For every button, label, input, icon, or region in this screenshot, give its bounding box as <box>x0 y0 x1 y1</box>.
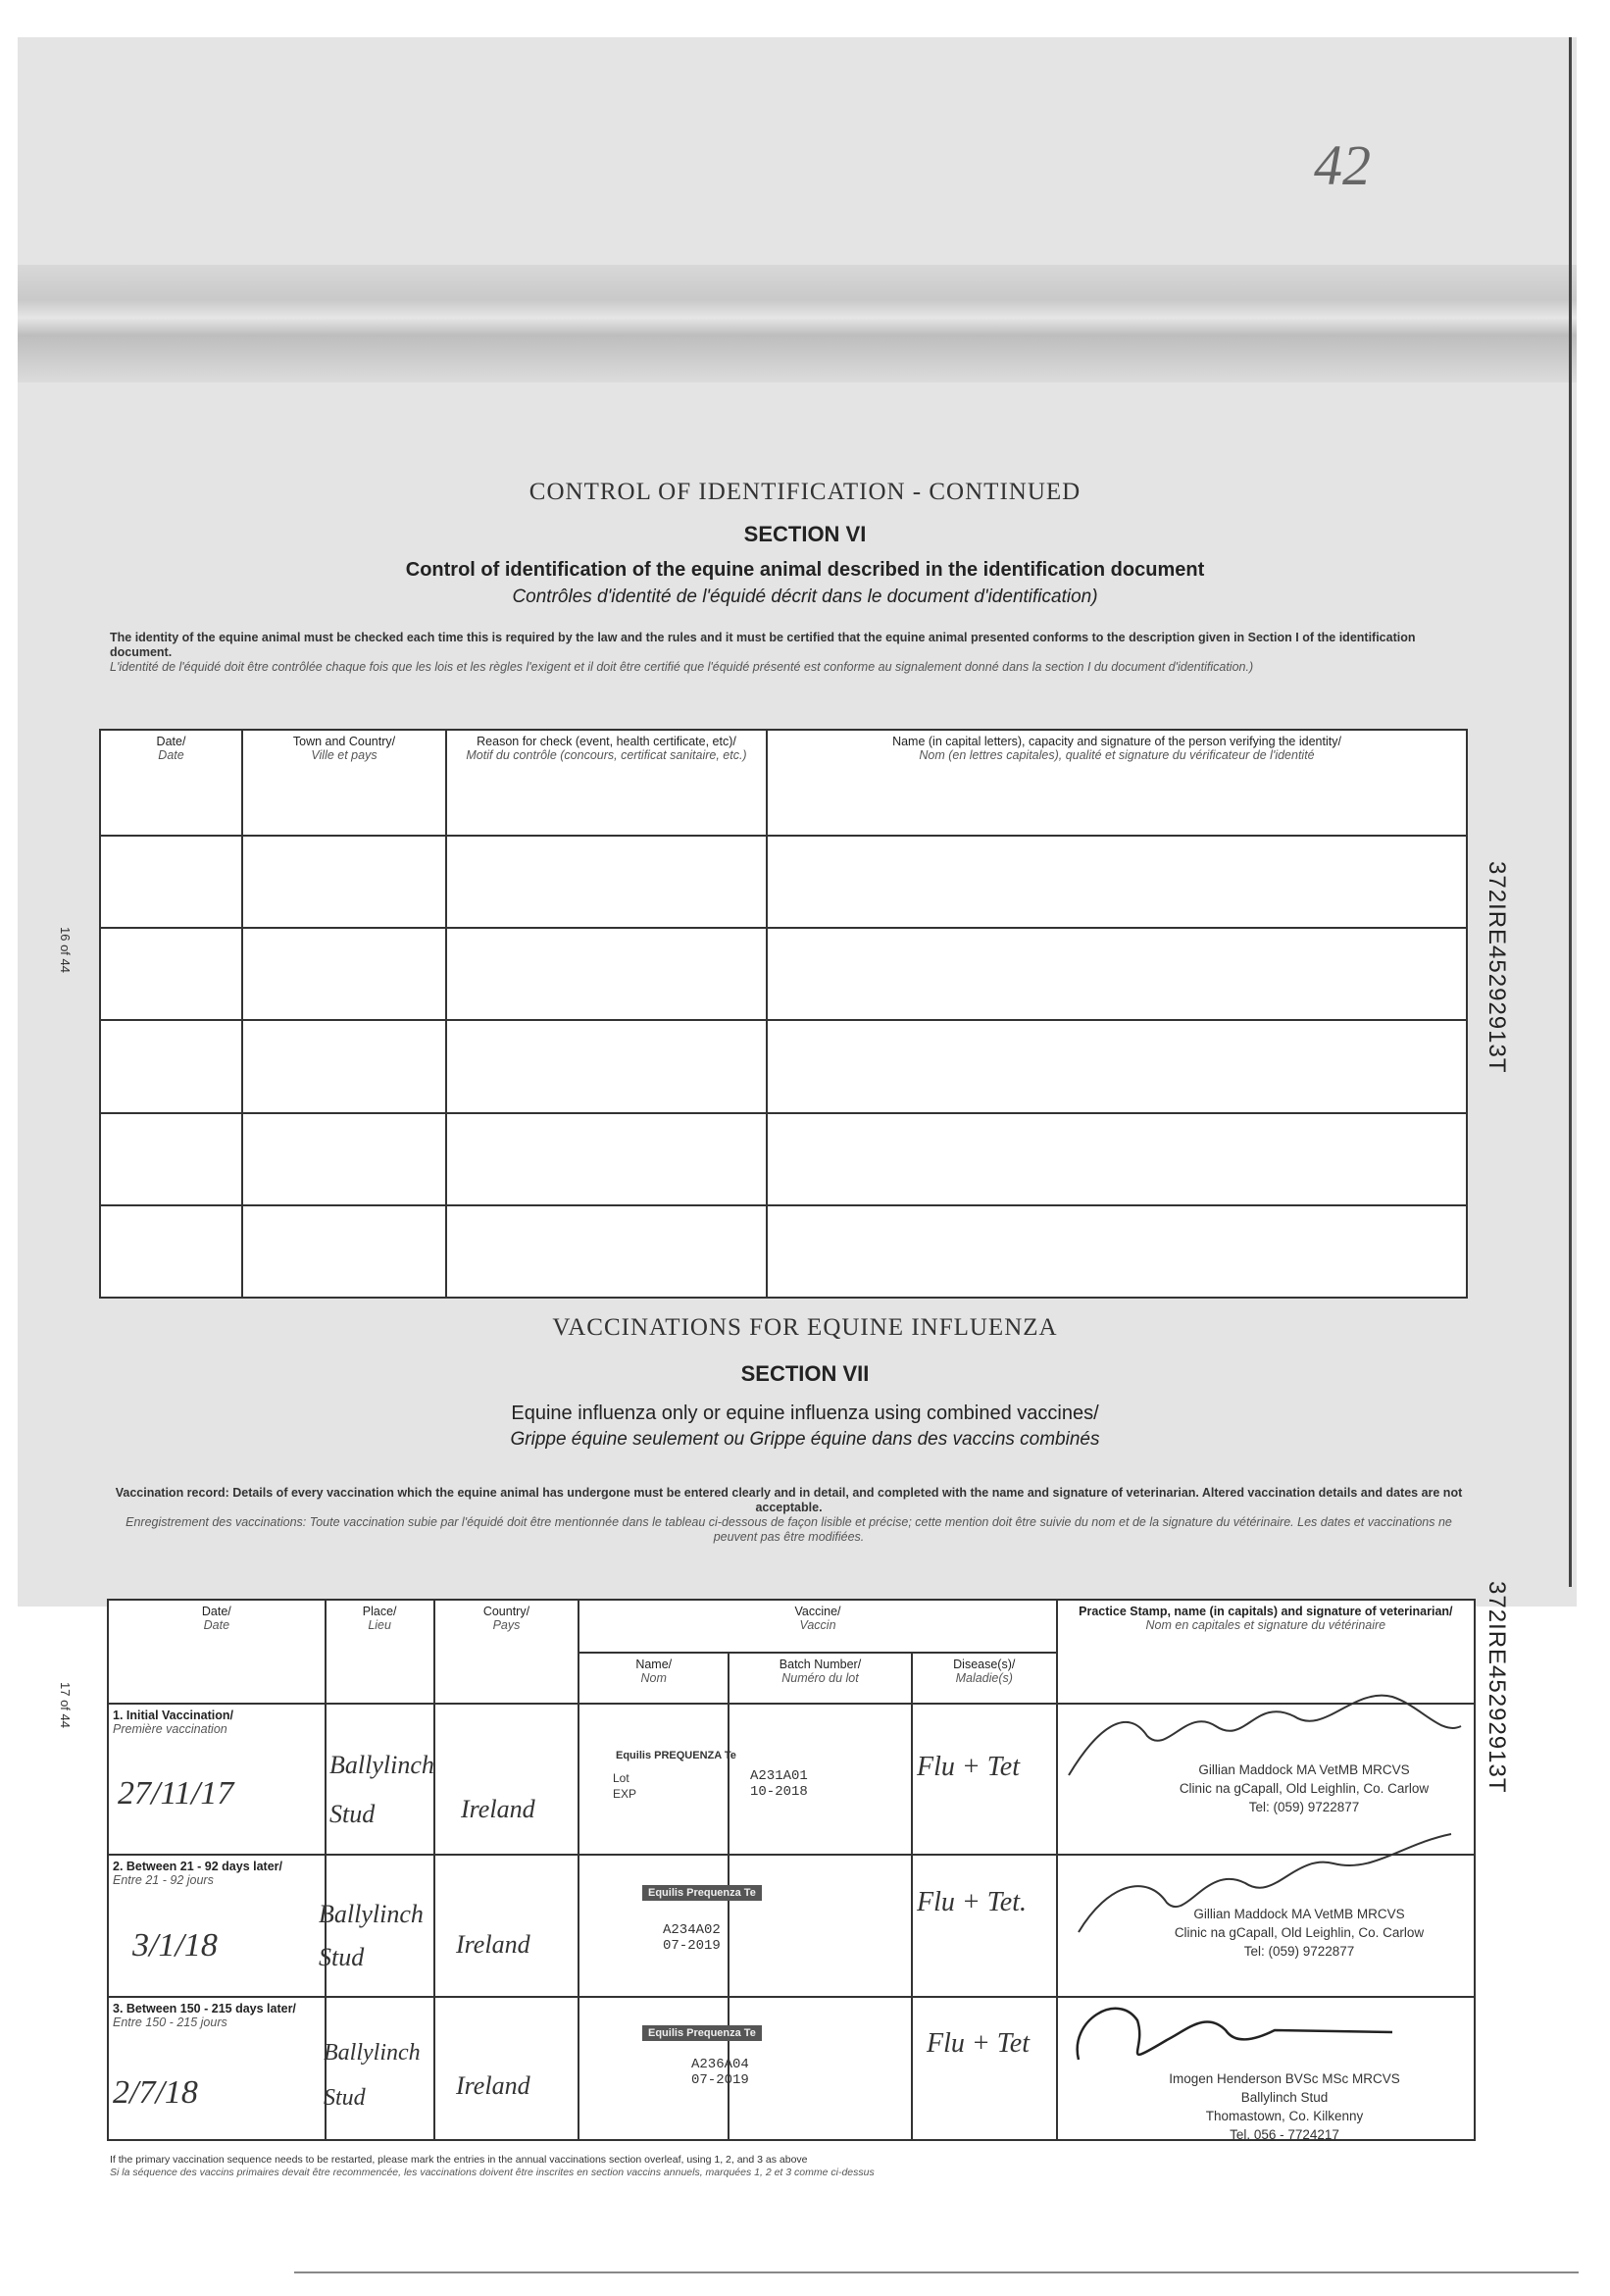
cell[interactable] <box>446 1205 767 1298</box>
passport-id-1: 372IRE45292913T <box>1484 861 1510 1074</box>
row3-disease: Flu + Tet <box>927 2028 1030 2059</box>
col-town: Town and Country/ Ville et pays <box>242 730 446 836</box>
cell[interactable] <box>100 1205 242 1298</box>
page-edge <box>1569 37 1572 1587</box>
section6-subtitle: Control of identification of the equine animal described in the identification document <box>405 559 1205 581</box>
row1-date: 27/11/17 <box>118 1775 234 1811</box>
cell[interactable] <box>242 1205 446 1298</box>
intro-fr: L'identité de l'équidé doit être contrôlée chaque fois que les lois et les règles l'exigent et il doit être certifié que l'équidé présenté est conforme au signalement donné dans la section I du document d'identification.) <box>110 660 1254 674</box>
cell[interactable] <box>100 928 242 1020</box>
section7-subtitle: Equine influenza only or equine influenza using combined vaccines/ <box>511 1403 1099 1424</box>
col-vet: Practice Stamp, name (in capitals) and signature of veterinarian/ Nom en capitales et signature du vétérinaire <box>1057 1600 1475 1704</box>
cell[interactable] <box>767 1113 1467 1205</box>
table-row <box>100 1113 1467 1205</box>
cell[interactable] <box>446 928 767 1020</box>
intro-fr: Enregistrement des vaccinations: Toute vaccination subie par l'équidé doit être mentionnée dans le tableau ci-dessous de façon lisible et précise; cette mention doit être suivie du nom et de la signature du vétérinaire. Les dates et vaccinations ne peuvent pas être modifiées. <box>126 1515 1452 1544</box>
row3-batch: A236A04 07-2019 <box>691 2057 749 2088</box>
section6-intro <box>110 631 1443 675</box>
row1-vet-stamp: Gillian Maddock MA VetMB MRCVS Clinic na gCapall, Old Leighlin, Co. Carlow Tel: (059) 9722877 <box>1179 1762 1430 1814</box>
table-row <box>100 836 1467 928</box>
bottom-edge-line <box>294 2271 1579 2273</box>
row2-country: Ireland <box>456 1930 530 1959</box>
cell[interactable] <box>446 1020 767 1112</box>
row2-vet-stamp: Gillian Maddock MA VetMB MRCVS Clinic na gCapall, Old Leighlin, Co. Carlow Tel: (059) 9722877 <box>1174 1907 1425 1959</box>
intro-en: The identity of the equine animal must be checked each time this is required by the law and the rules and it must be certified that the equine animal presented conforms to the description given in Section I of the identification document. <box>110 631 1416 659</box>
cell[interactable] <box>242 836 446 928</box>
row3-country: Ireland <box>456 2071 530 2100</box>
col-place: Place/ Lieu <box>326 1600 434 1704</box>
col-vaccine: Vaccine/ Vaccin <box>579 1600 1056 1653</box>
handwritten-page-number: 42 <box>1314 133 1371 197</box>
cell[interactable] <box>100 1020 242 1112</box>
cell[interactable] <box>767 1020 1467 1112</box>
scan-fold-shadow <box>18 265 1577 383</box>
section6-heading: CONTROL OF IDENTIFICATION - CONTINUED <box>528 479 1082 505</box>
cell[interactable] <box>242 1113 446 1205</box>
section7-subtitle-fr: Grippe équine seulement ou Grippe équine dans des vaccins combinés <box>510 1429 1100 1450</box>
intro-en: Vaccination record: Details of every vaccination which the equine animal has undergone must be entered clearly and in detail, and completed with the name and signature of veterinarian. Altered vaccination details and dates are not acceptable. <box>115 1486 1463 1514</box>
passport-id-2: 372IRE45292913T <box>1484 1581 1510 1794</box>
row2-batch: A234A02 07-2019 <box>663 1922 721 1954</box>
cell[interactable] <box>767 1205 1467 1298</box>
col-verifier: Name (in capital letters), capacity and signature of the person verifying the identity/ Nom (en lettres capitales), qualité et signature du vérificateur de l'identité <box>767 730 1467 836</box>
signature-2 <box>1079 1834 1451 1932</box>
row1-vaccine-stamp: Equilis PREQUENZA Te <box>616 1750 736 1761</box>
page-label-17: 17 of 44 <box>58 1682 73 1728</box>
section6-number: SECTION VI <box>743 522 867 546</box>
cell[interactable] <box>100 1113 242 1205</box>
identity-check-table <box>99 729 1468 1299</box>
footnote: If the primary vaccination sequence needs to be restarted, please mark the entries in the annual vaccinations section overleaf, using 1, 2, and 3 as above Si la séquence des vaccins primaires devait être recommencée, les vaccinations doivent être inscrites en section vaccins annuels, marquées 1, 2 et 3 comme ci-dessus <box>110 2154 875 2178</box>
cell[interactable] <box>242 928 446 1020</box>
col-date: Date/ Date <box>100 730 242 836</box>
row2-place: Ballylinch Stud <box>319 1900 424 1971</box>
cell[interactable] <box>767 928 1467 1020</box>
col-disease: Disease(s)/ Maladie(s) <box>912 1653 1057 1704</box>
table-row <box>100 1205 1467 1298</box>
row3-vet-stamp: Imogen Henderson BVSc MSc MRCVS Ballylinch Stud Thomastown, Co. Kilkenny Tel. 056 - 7724217 <box>1169 2071 1400 2142</box>
col-country: Country/ Pays <box>434 1600 579 1704</box>
col-batch: Batch Number/ Numéro du lot <box>729 1653 912 1704</box>
row2-disease: Flu + Tet. <box>917 1887 1027 1917</box>
row3-vaccine-stamp: Equilis Prequenza Te <box>642 2025 762 2041</box>
row2-date: 3/1/18 <box>132 1927 218 1964</box>
row1-batch: A231A01 10-2018 <box>750 1768 808 1800</box>
row1-disease: Flu + Tet <box>917 1752 1020 1782</box>
page-label-16: 16 of 44 <box>58 927 73 973</box>
cell[interactable] <box>446 836 767 928</box>
col-reason: Reason for check (event, health certificate, etc)/ Motif du contrôle (concours, certificat sanitaire, etc.) <box>446 730 767 836</box>
row3-date: 2/7/18 <box>113 2074 198 2111</box>
row-label: 1. Initial Vaccination/ Première vaccination <box>108 1704 326 1855</box>
cell[interactable] <box>446 1113 767 1205</box>
section7-intro <box>110 1486 1468 1545</box>
signature-1 <box>1069 1696 1461 1775</box>
table-row <box>100 928 1467 1020</box>
row2-vaccine-stamp: Equilis Prequenza Te <box>642 1885 762 1901</box>
row1-place: Ballylinch Stud <box>329 1751 434 1828</box>
section7-heading: VACCINATIONS FOR EQUINE INFLUENZA <box>552 1314 1058 1341</box>
cell[interactable] <box>242 1020 446 1112</box>
veterinarian-signatures <box>1059 1667 1481 2138</box>
table-row <box>100 1020 1467 1112</box>
section6-subtitle-fr: Contrôles d'identité de l'équidé décrit dans le document d'identification) <box>512 587 1098 607</box>
row-label: 2. Between 21 - 92 days later/ Entre 21 - 92 jours <box>108 1855 326 1997</box>
row-label: 3. Between 150 - 215 days later/ Entre 150 - 215 jours <box>108 1997 326 2140</box>
cell[interactable] <box>767 836 1467 928</box>
col-date: Date/ Date <box>108 1600 326 1704</box>
row1-lot-exp: Lot EXP <box>613 1771 637 1801</box>
cell[interactable] <box>100 836 242 928</box>
row3-place: Ballylinch Stud <box>324 2040 421 2111</box>
col-vaccine-name: Name/ Nom <box>579 1653 729 1704</box>
row1-country: Ireland <box>461 1795 535 1823</box>
signature-3 <box>1078 2009 1392 2060</box>
section7-number: SECTION VII <box>740 1361 870 1386</box>
